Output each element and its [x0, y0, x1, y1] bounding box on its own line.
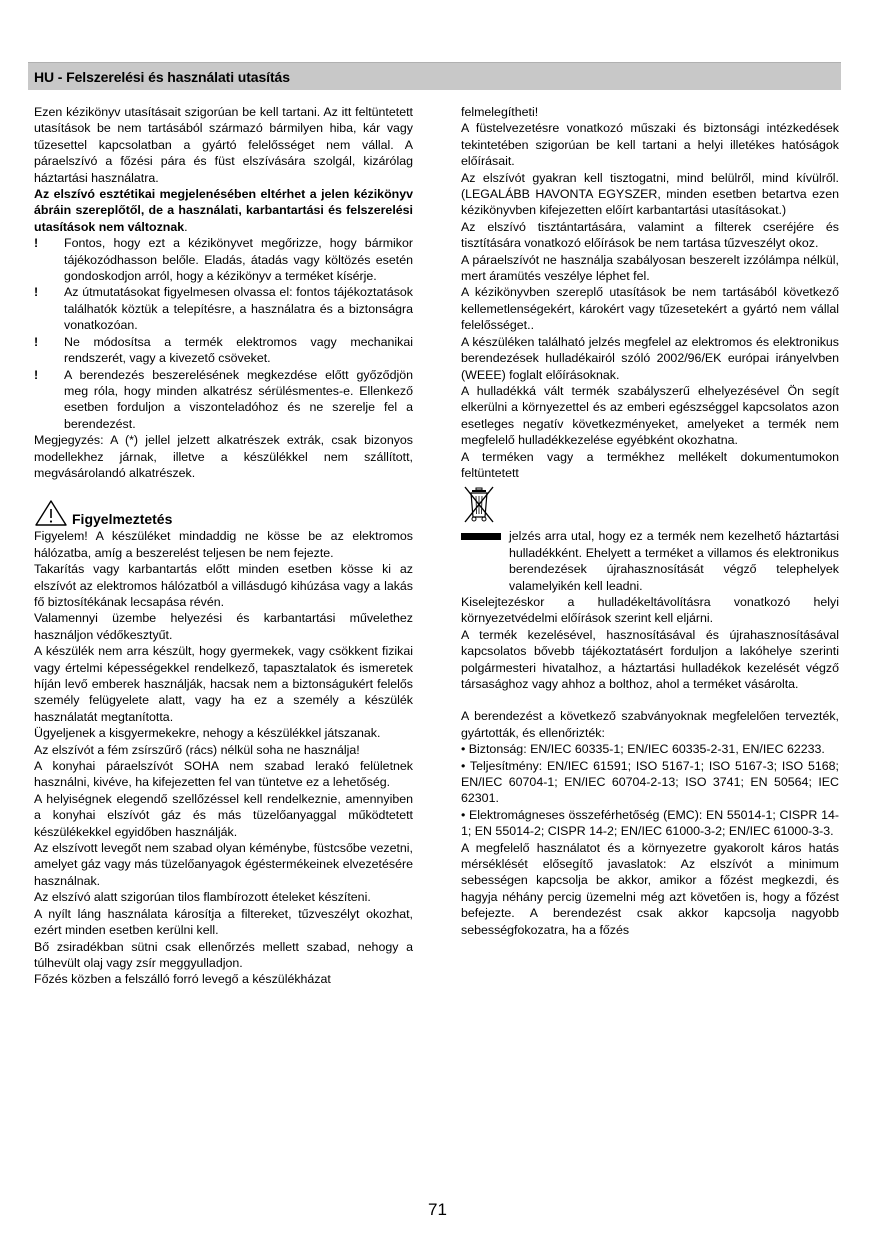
warning-paragraph: Az elszívott levegőt nem szabad olyan kéménybe, füstcsőbe vezetni, amelyet gáz vagy más tüzelőanyagok égéstermékeinek elvezetésére használnak.	[34, 841, 413, 888]
warning-paragraph: A konyhai páraelszívót SOHA nem szabad lerakó felületnek használni, kivéve, ha kifejezetten fel van tüntetve ez a lehetőség.	[34, 759, 413, 790]
aesthetic-note-text: Az elszívó esztétikai megjelenésében eltérhet a jelen kézikönyv ábráin szereplőtől, de a használati, karbantartási és felszerelési utasítások nem változnak	[34, 187, 413, 234]
intro-paragraph: Ezen kézikönyv utasításait szigorúan be kell tartani. Az itt feltüntetett utasítások be nem tartásából származó bármilyen hiba, kár vagy tűzesettel kapcsolatban a gyártó felelősséget nem vállal. A páraelszívó a főzési pára és füst elszívására szolgál, kizárólag háztartási használatra.	[34, 105, 413, 185]
exclamation-icon: !	[34, 285, 39, 300]
paragraph: Kiselejtezéskor a hulladékeltávolításra vonatkozó helyi környezetvédelmi előírások szerint kell eljárni.	[461, 594, 839, 626]
note-paragraph: Megjegyzés: A (*) jellel jelzett alkatrészek extrák, csak bizonyos modellekhez járnak, illetve a készülékkel nem szállított, megvásárolandó alkatrészek.	[34, 433, 413, 480]
warning-paragraph: Takarítás vagy karbantartás előtt minden esetben kösse ki az elszívót az elektromos hálózatból a villásdugó kihúzása vagy a lakás fő biztosítékának lecsapása révén.	[34, 562, 413, 609]
paragraph: Az elszívót gyakran kell tisztogatni, mind belülről, mind kívülről. (LEGALÁBB HAVONTA EGYSZER, minden esetben betartva ezen kézikönyvben kifejezetten előírt karbantartási utasításokat.)	[461, 170, 839, 218]
warning-title: Figyelmeztetés	[72, 511, 173, 528]
paragraph: A megfelelő használatot és a környezetre gyakorolt káros hatás mérséklését elősegítő javaslatok: Az elszívót a minimum sebességen kapcsolja be akkor, amikor a főzést megkezdi, és hagyja néhány percig üzemelni még azt követően is, hogy a főzést befejezte. A berendezést csak akkor kapcsolja nagyobb sebességfokozatra, ha a főzés	[461, 840, 839, 937]
warning-paragraph: A helyiségnek elegendő szellőzéssel kell rendelkeznie, amennyiben a konyhai elszívót gáz és más tüzelőanyaggal működtetett készülékekkel egyidőben használják.	[34, 791, 413, 839]
warning-triangle-icon	[34, 499, 68, 527]
standards-item: • Elektromágneses összeférhetőség (EMC): EN 55014-1; CISPR 14-1; EN 55014-2; CISPR 14-2; EN/IEC 61000-3-2; EN/IEC 61000-3-3.	[461, 807, 839, 839]
paragraph: A páraelszívót ne használja szabályosan beszerelt izzólámpa nélkül, mert áramütés veszélye léphet fel.	[461, 252, 839, 284]
important-item: ! Ne módosítsa a termék elektromos vagy mechanikai rendszerét, vagy a kivezető csöveket.	[34, 334, 413, 366]
aesthetic-note-end: .	[184, 219, 188, 234]
spacer	[461, 692, 839, 708]
warning-paragraph: Bő zsiradékban sütni csak ellenőrzés mellett szabad, nehogy a túlhevült olaj vagy zsír meggyulladjon.	[34, 939, 413, 970]
important-item: ! Az útmutatásokat figyelmesen olvassa el: fontos tájékoztatások találhatók köztük a telepítésre, a használatra és a biztonságra vonatkozóan.	[34, 285, 413, 333]
warning-paragraph: A készülék nem arra készült, hogy gyermekek, vagy csökkent fizikai vagy értelmi képességekkel rendelkező, tapasztalatok és ismeretek híján levő emberek használják, hacsak nem a biztonságukért felelős személy felügyelete alatt, vagy ha ez a személy a készülék használatát megtanította.	[34, 644, 413, 724]
weee-symbol-block	[461, 484, 839, 528]
right-column	[461, 104, 839, 938]
warning-paragraph: Főzés közben a felszálló forró levegő a készülékházat	[34, 972, 331, 987]
weee-symbol-line	[461, 528, 839, 594]
exclamation-icon: !	[34, 367, 39, 382]
paragraph: Az elszívó tisztántartására, valamint a filterek cseréjére és tisztítására vonatkozó előírások be nem tartása tűzveszélyt okoz.	[461, 219, 839, 251]
warning-paragraph: Ügyeljenek a kisgyermekekre, nehogy a készülékkel játszanak.	[34, 726, 381, 741]
paragraph: A kézikönyvben szereplő utasítások be nem tartásából következő kellemetlenségekért, károkért vagy tűzesetekért a gyártó nem vállal felelősséget..	[461, 285, 839, 333]
paragraph: A készüléken található jelzés megfelel az elektromos és elektronikus berendezések hulladékairól szóló 2002/96/EK európai irányelvben (WEEE) foglalt előírásoknak.	[461, 334, 839, 382]
black-bar-icon	[461, 533, 501, 540]
paragraph: felmelegítheti!	[461, 105, 539, 119]
important-item: ! A berendezés beszerelésének megkezdése előtt győződjön meg róla, hogy minden alkatrész sérülésmentes-e. Ellenkező esetben forduljon a viszonteladóhoz és ne szerelje fel a berendezést.	[34, 367, 413, 431]
important-list	[34, 235, 413, 432]
page-number: 71	[428, 1200, 447, 1219]
warning-paragraph: Az elszívó alatt szigorúan tilos flambírozott ételeket készíteni.	[34, 890, 371, 905]
warning-paragraph: Az elszívót a fém zsírszűrő (rács) nélkül soha ne használja!	[34, 742, 360, 757]
exclamation-icon: !	[34, 236, 39, 251]
crossed-bin-icon	[461, 484, 497, 524]
section-title: HU - Felszerelési és használati utasítás	[34, 69, 290, 85]
left-column	[34, 104, 413, 988]
aesthetic-note	[34, 186, 413, 235]
paragraph: A berendezést a következő szabványoknak megfelelően tervezték, gyártották, és ellenőrizték:	[461, 709, 839, 740]
symbol-explanation: jelzés arra utal, hogy ez a termék nem kezelhető háztartási hulladékként. Ehelyett a terméket a villamos és elektronikus berendezések újrahasznosítását végző telephelyek valamelyikén kell leadni.	[509, 529, 839, 593]
paragraph: A termék kezelésével, hasznosításával és újrahasznosításával kapcsolatos bővebb tájékoztatásért forduljon a lakóhelye szerinti polgármesteri hivatalhoz, a háztartási hulladékok kezelését végző társasághoz vagy ahhoz a bolthoz, ahol a terméket vásárolta.	[461, 627, 839, 691]
warning-paragraph: Valamennyi üzembe helyezési és karbantartási művelethez használjon védőkesztyűt.	[34, 611, 413, 642]
warning-paragraph: Figyelem! A készüléket mindaddig ne kösse be az elektromos hálózatba, amíg a beszerelést teljesen be nem fejezte.	[34, 529, 413, 560]
exclamation-icon: !	[34, 334, 39, 349]
standards-item: • Teljesítmény: EN/IEC 61591; ISO 5167-1; ISO 5167-3; ISO 5168; EN/IEC 60704-1; EN/IEC 60704-2-13; ISO 3741; EN 50564; IEC 62301.	[461, 758, 839, 806]
paragraph: A terméken vagy a termékhez mellékelt dokumentumokon feltüntetett	[461, 449, 839, 480]
warning-paragraph: A nyílt láng használata károsítja a filtereket, tűzveszélyt okozhat, ezért minden esetben kerülni kell.	[34, 906, 413, 938]
important-item: ! Fontos, hogy ezt a kézikönyvet megőrizze, hogy bármikor tájékozódhasson belőle. Eladás, átadás vagy költözés esetén gondoskodjon arról, hogy a kézikönyv a terméket kísérje.	[34, 236, 413, 284]
paragraph: A füstelvezetésre vonatkozó műszaki és biztonsági intézkedések tekintetében szigorúan be kell tartani a helyi illetékes hatóságok előírásait.	[461, 121, 839, 169]
standards-item: • Biztonság: EN/IEC 60335-1; EN/IEC 60335-2-31, EN/IEC 62233.	[461, 742, 825, 757]
warning-heading	[34, 499, 413, 527]
paragraph: A hulladékká vált termék szabályszerű elhelyezésével Ön segít elkerülni a környezettel és az emberi egészséggel kapcsolatos azon esetleges negatív következményeket, amelyeket a termék nem megfelelő hulladékkezelése egyébként okozhatna.	[461, 383, 839, 448]
section-header-bar	[28, 62, 841, 90]
